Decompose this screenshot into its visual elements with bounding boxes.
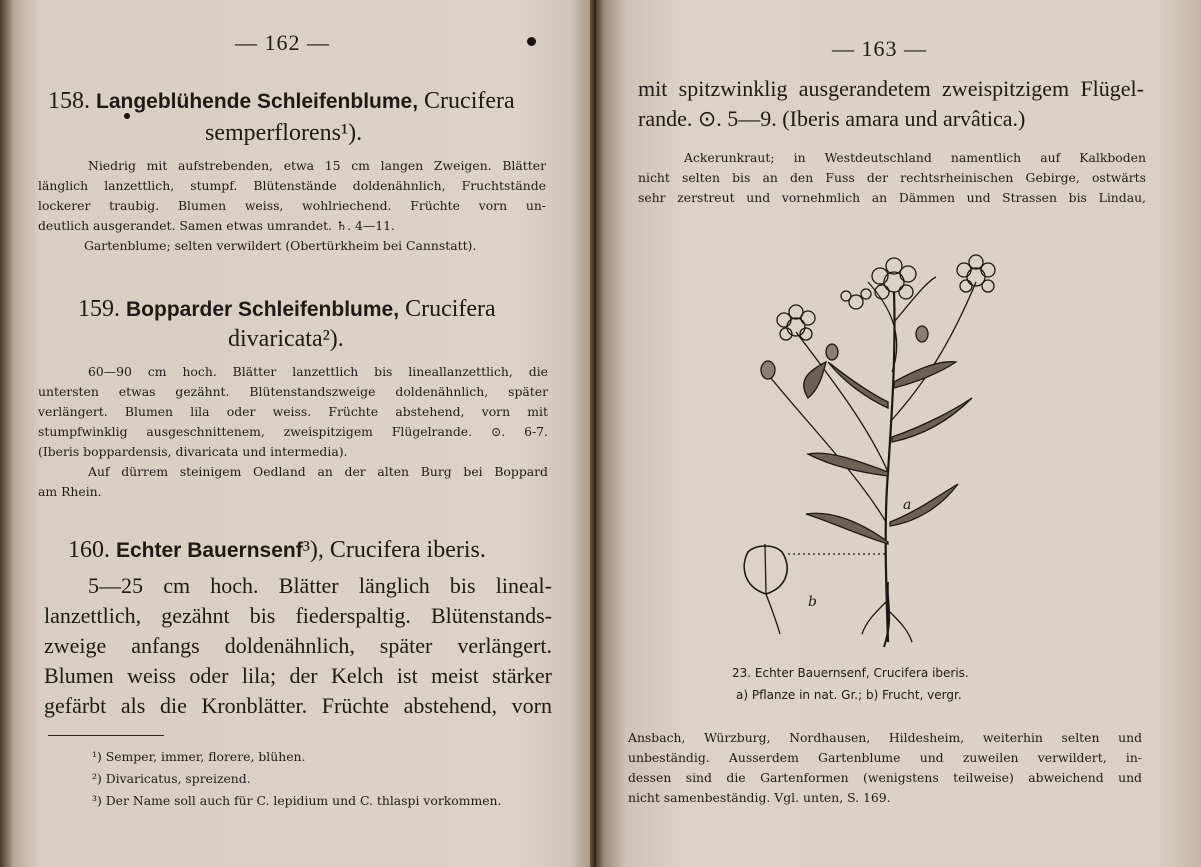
text-line: Auf dürrem steinigem Oedland an der alten Burg bei Boppard [88,464,548,479]
text-line: nicht selten bis an den Fuss der rechtsrheinischen Gebirge, ostwärts [638,170,1146,185]
text-line: zweige anfangs doldenähnlich, später verlängert. [44,633,552,658]
entry-158-species: semperflorens¹). [205,120,363,146]
ink-speck [527,37,536,46]
plant-illustration [736,222,1056,652]
text-line: länglich lanzettlich, stumpf. Blütenstände doldenähnlich, Fruchtstände [38,178,546,193]
entry-158-heading [48,88,515,115]
footnote-3: ³) Der Name soll auch für C. lepidium und C. thlaspi vorkommen. [92,793,502,808]
continued-habitat-text [628,728,1142,808]
entry-number: 159. [78,296,120,322]
habitat-text [638,148,1146,208]
text-line: Ansbach, Würzburg, Nordhausen, Hildesheim, weiterhin selten und [628,730,1142,745]
text-line: mit spitzwinklig ausgerandetem zweispitzigem Flügel- [638,76,1144,101]
entry-159-body [38,362,548,502]
footnote-1: ¹) Semper, immer, florere, blühen. [92,749,306,764]
text-line: nicht samenbeständig. Vgl. unten, S. 169. [628,790,891,805]
text-line: stumpfwinklig ausgeschnittenem, zweispitzigem Flügelrande. ⊙. 6-7. [38,424,548,439]
text-line: Ackerunkraut; in Westdeutschland namentlich auf Kalkboden [684,150,1146,165]
entry-genus: ³), Crucifera iberis. [302,537,486,563]
text-line: lockerer traubig. Blumen weiss, wohlriechend. Früchte vorn un- [38,198,546,213]
text-line: rande. ⊙. 5—9. (Iberis amara und arvâtica.) [638,106,1026,131]
entry-name: Langeblühende Schleifenblume, [96,90,419,113]
figure-caption-1: 23. Echter Bauernsenf, Crucifera iberis. [732,666,969,680]
text-line: verlängert. Blumen lila oder weiss. Früchte abstehend, vorn mit [38,404,548,419]
right-page [596,0,1201,867]
continued-text [638,74,1144,134]
text-line: am Rhein. [38,484,102,499]
entry-159-heading [78,296,496,323]
text-line: 5—25 cm hoch. Blätter länglich bis lineal- [88,573,552,598]
text-line: deutlich ausgerandet. Samen etwas umrandet. ♄. 4—11. [38,218,395,233]
entry-160-heading [68,537,486,564]
text-line: unbeständig. Ausserdem Gartenblume und zuweilen verwildert, in- [628,750,1142,765]
left-page [0,0,596,867]
figure-caption-2: a) Pflanze in nat. Gr.; b) Frucht, vergr. [736,688,962,702]
text-line: Gartenblume; selten verwildert (Obertürkheim bei Cannstatt). [84,238,477,253]
entry-159-species: divaricata²). [228,326,344,352]
label-b: b [808,594,817,610]
page-number-right: — 163 — [832,36,927,61]
text-line: Niedrig mit aufstrebenden, etwa 15 cm langen Zweigen. Blätter [88,158,546,173]
label-a: a [903,497,912,513]
text-line: sehr zerstreut und vornehmlich an Dämmen und Strassen bis Lindau, [638,190,1146,205]
entry-genus: Crucifera [418,88,515,114]
entry-158-body [38,156,546,256]
entry-number: 160. [68,537,110,563]
text-line: Blumen weiss oder lila; der Kelch ist meist stärker [44,663,552,688]
text-line: untersten etwas gezähnt. Blütenstandszweige doldenähnlich, später [38,384,548,399]
text-line: (Iberis boppardensis, divaricata und intermedia). [38,444,348,459]
page-number-left: — 162 — [235,30,330,55]
entry-name: Echter Bauernsenf [116,539,303,562]
footnote-2: ²) Divaricatus, spreizend. [92,771,251,786]
entry-genus: Crucifera [399,296,496,322]
entry-name: Bopparder Schleifenblume, [126,298,400,321]
text-line: lanzettlich, gezähnt bis fiederspaltig. Blütenstands- [44,603,552,628]
text-line: dessen sind die Gartenformen (wenigstens teilweise) abweichend und [628,770,1142,785]
text-line: gefärbt als die Kronblätter. Früchte abstehend, vorn [44,693,552,718]
footnote-rule [48,735,164,736]
entry-number: 158. [48,88,90,114]
entry-160-body [44,571,552,721]
text-line: 60—90 cm hoch. Blätter lanzettlich bis lineallanzettlich, die [88,364,548,379]
